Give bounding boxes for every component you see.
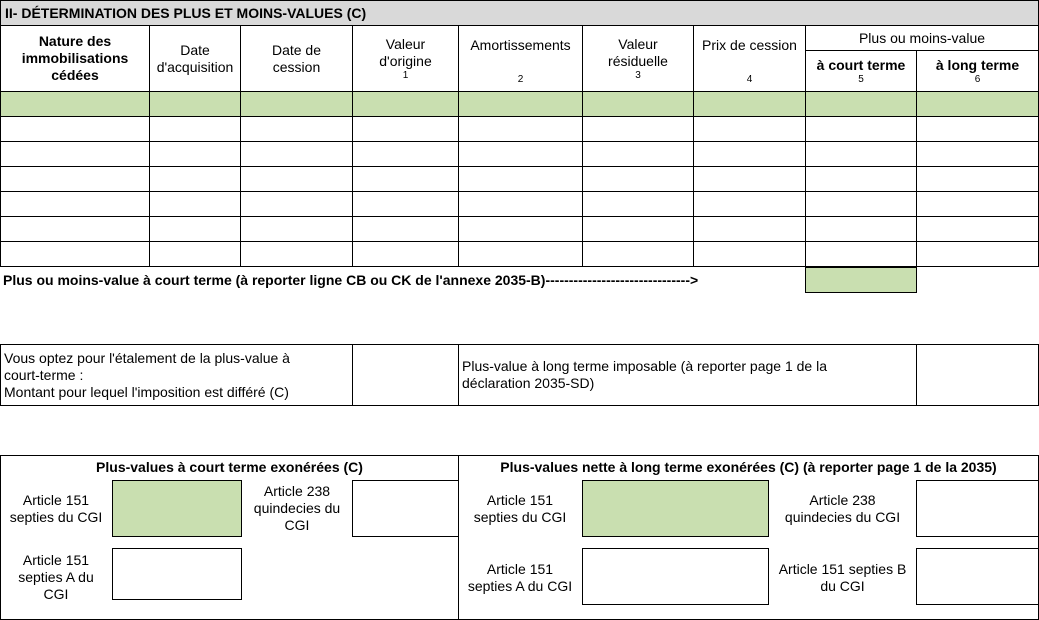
cell-court-terme[interactable]: [805, 91, 917, 117]
exo-court-art151-label: Article 151 septies du CGI: [9, 492, 103, 525]
cell-amortissements[interactable]: [458, 166, 583, 192]
cell-amortissements[interactable]: [458, 241, 583, 267]
cell-valeur-origine[interactable]: [352, 191, 459, 217]
header-valeur-origine: Valeur d'origine 1: [352, 25, 459, 92]
header-date-acquisition: Date d'acquisition: [149, 25, 241, 92]
summary-court-terme-label: Plus ou moins-value à court terme (à reporter ligne CB ou CK de l'annexe 2035-B)------------------------------->: [3, 271, 699, 288]
cell-nature[interactable]: [0, 166, 150, 192]
header-date-cession: Date de cession: [240, 25, 353, 92]
cell-date-cession[interactable]: [240, 241, 353, 267]
header-amortissements: Amortissements 2: [458, 25, 583, 92]
cell-date-acquisition[interactable]: [149, 216, 241, 242]
cell-long-terme[interactable]: [916, 241, 1039, 267]
cell-nature[interactable]: [0, 91, 150, 117]
exo-long-terme-title: Plus-values nette à long terme exonérées (C) (à reporter page 1 de la 2035): [500, 458, 997, 475]
etalement-label: Vous optez pour l'étalement de la plus-value à court-terme : Montant pour lequel l'imposition est différé (C): [0, 344, 353, 406]
cell-court-terme[interactable]: [805, 241, 917, 267]
cell-court-terme[interactable]: [805, 216, 917, 242]
summary-court-terme-field[interactable]: [805, 267, 917, 293]
cell-date-cession[interactable]: [240, 116, 353, 142]
cell-long-terme[interactable]: [916, 141, 1039, 167]
cell-court-terme[interactable]: [805, 116, 917, 142]
cell-nature[interactable]: [0, 241, 150, 267]
cell-date-cession[interactable]: [240, 91, 353, 117]
exo-court-art151a-field[interactable]: [112, 548, 242, 600]
cell-valeur-residuelle[interactable]: [582, 116, 694, 142]
exo-court-art238-label: Article 238 quindecies du CGI: [253, 483, 341, 533]
cell-nature[interactable]: [0, 191, 150, 217]
cell-amortissements[interactable]: [458, 191, 583, 217]
cell-amortissements[interactable]: [458, 91, 583, 117]
cell-long-terme[interactable]: [916, 216, 1039, 242]
cell-date-acquisition[interactable]: [149, 241, 241, 267]
cell-date-acquisition[interactable]: [149, 116, 241, 142]
exo-court-art151-field[interactable]: [112, 480, 242, 537]
etalement-montant-field[interactable]: [352, 344, 459, 406]
exo-long-art151b-label: Article 151 septies B du CGI: [778, 561, 907, 594]
cell-long-terme[interactable]: [916, 91, 1039, 117]
cell-date-acquisition[interactable]: [149, 141, 241, 167]
cell-valeur-residuelle[interactable]: [582, 191, 694, 217]
cell-date-cession[interactable]: [240, 166, 353, 192]
cell-valeur-origine[interactable]: [352, 216, 459, 242]
cell-nature[interactable]: [0, 216, 150, 242]
cell-valeur-origine[interactable]: [352, 116, 459, 142]
cell-nature[interactable]: [0, 116, 150, 142]
cell-valeur-origine[interactable]: [352, 166, 459, 192]
exo-long-art151a-field[interactable]: [582, 548, 769, 605]
cell-valeur-residuelle[interactable]: [582, 241, 694, 267]
exo-court-terme-title: Plus-values à court terme exonérées (C): [96, 458, 363, 475]
cell-valeur-origine[interactable]: [352, 241, 459, 267]
cell-prix-cession[interactable]: [693, 216, 806, 242]
cell-prix-cession[interactable]: [693, 91, 806, 117]
cell-date-cession[interactable]: [240, 191, 353, 217]
cell-prix-cession[interactable]: [693, 166, 806, 192]
cell-nature[interactable]: [0, 141, 150, 167]
section-title: II- DÉTERMINATION DES PLUS ET MOINS-VALUES (C): [0, 0, 1039, 26]
cell-prix-cession[interactable]: [693, 191, 806, 217]
cell-amortissements[interactable]: [458, 116, 583, 142]
cell-prix-cession[interactable]: [693, 116, 806, 142]
cell-long-terme[interactable]: [916, 166, 1039, 192]
cell-court-terme[interactable]: [805, 141, 917, 167]
cell-date-acquisition[interactable]: [149, 166, 241, 192]
cell-valeur-origine[interactable]: [352, 141, 459, 167]
header-valeur-residuelle: Valeur résiduelle 3: [582, 25, 694, 92]
cell-valeur-residuelle[interactable]: [582, 166, 694, 192]
exo-long-art151-field[interactable]: [582, 480, 769, 537]
cell-date-cession[interactable]: [240, 216, 353, 242]
exo-court-art238-field[interactable]: [352, 480, 459, 537]
exo-long-art238-label: Article 238 quindecies du CGI: [784, 492, 901, 525]
cell-valeur-residuelle[interactable]: [582, 141, 694, 167]
cell-prix-cession[interactable]: [693, 241, 806, 267]
header-plus-moins-value: Plus ou moins-value: [805, 25, 1039, 51]
cell-long-terme[interactable]: [916, 191, 1039, 217]
header-court-terme: à court terme 5: [805, 50, 917, 92]
cell-valeur-residuelle[interactable]: [582, 91, 694, 117]
exo-long-art151a-label: Article 151 septies A du CGI: [467, 561, 573, 594]
cell-valeur-residuelle[interactable]: [582, 216, 694, 242]
exo-court-art151a-label: Article 151 septies A du CGI: [18, 551, 94, 602]
cell-long-terme[interactable]: [916, 116, 1039, 142]
cell-court-terme[interactable]: [805, 166, 917, 192]
header-nature: Nature des immobilisations cédées: [0, 25, 150, 92]
header-prix-cession: Prix de cession 4: [693, 25, 806, 92]
long-terme-imposable-field[interactable]: [916, 344, 1039, 406]
cell-date-cession[interactable]: [240, 141, 353, 167]
cell-amortissements[interactable]: [458, 216, 583, 242]
exo-long-art151-label: Article 151 septies du CGI: [473, 492, 567, 525]
header-long-terme: à long terme 6: [916, 50, 1039, 92]
cell-amortissements[interactable]: [458, 141, 583, 167]
exo-long-art151b-field[interactable]: [916, 548, 1039, 605]
cell-valeur-origine[interactable]: [352, 91, 459, 117]
cell-date-acquisition[interactable]: [149, 91, 241, 117]
cell-prix-cession[interactable]: [693, 141, 806, 167]
cell-date-acquisition[interactable]: [149, 191, 241, 217]
long-terme-imposable-label: Plus-value à long terme imposable (à reporter page 1 de la déclaration 2035-SD): [458, 344, 917, 406]
exo-long-art238-field[interactable]: [916, 480, 1039, 537]
cell-court-terme[interactable]: [805, 191, 917, 217]
